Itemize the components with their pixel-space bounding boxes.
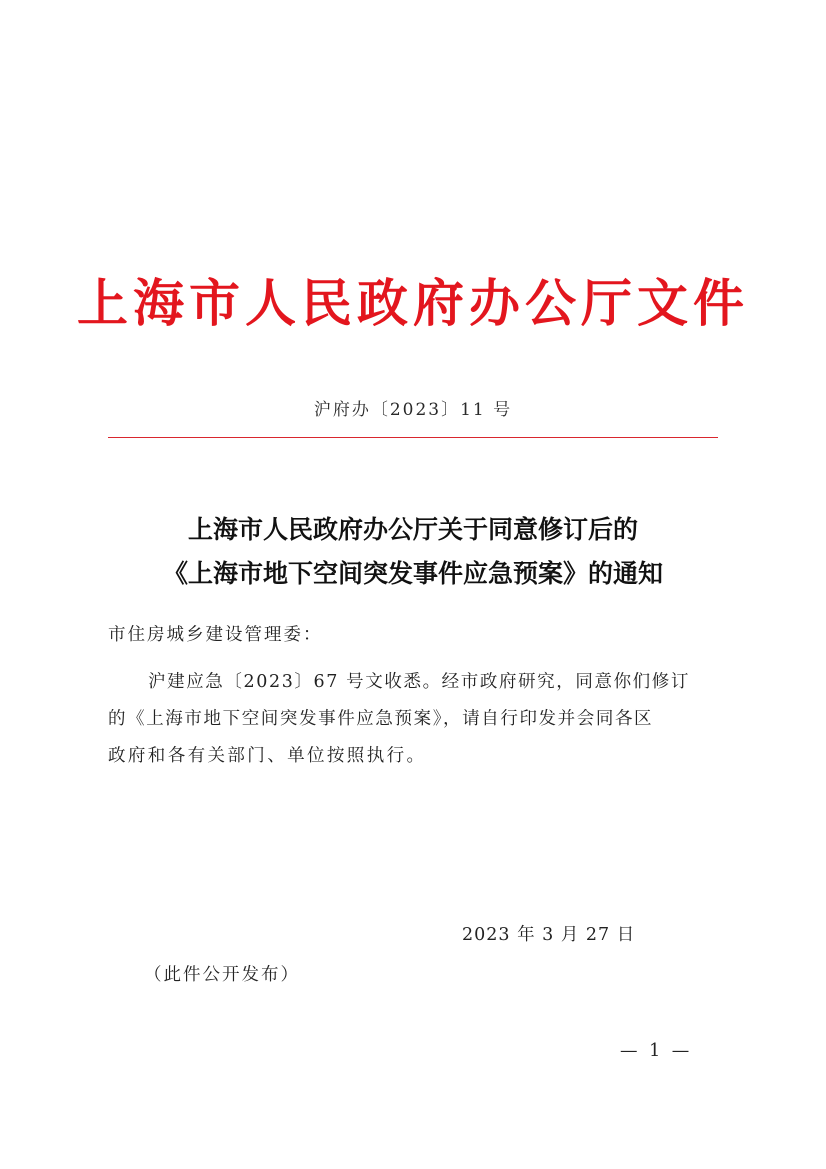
addressee: 市住房城乡建设管理委：	[108, 625, 323, 645]
document-number: 沪府办〔2023〕11 号	[313, 400, 513, 420]
body-line-1: 沪建应急〔2023〕67 号文收悉。经市政府研究，同意你们修订	[148, 672, 690, 692]
body-line-3: 政府和各有关部门、单位按照执行。	[108, 746, 427, 766]
document-masthead: 上海市人民政府办公厅文件	[76, 274, 749, 334]
notice-title-line-2: 《上海市地下空间突发事件应急预案》的通知	[162, 559, 663, 588]
red-separator-line	[108, 437, 718, 438]
publication-note: （此件公开发布）	[144, 965, 300, 985]
body-line-2: 的《上海市地下空间突发事件应急预案》，请自行印发并会同各区	[108, 709, 654, 729]
body-paragraph	[108, 664, 720, 775]
page-number: — 1 —	[620, 1041, 693, 1061]
issue-date: 2023 年 3 月 27 日	[462, 925, 636, 945]
notice-title	[0, 508, 826, 596]
notice-title-line-1: 上海市人民政府办公厅关于同意修订后的	[187, 515, 638, 544]
